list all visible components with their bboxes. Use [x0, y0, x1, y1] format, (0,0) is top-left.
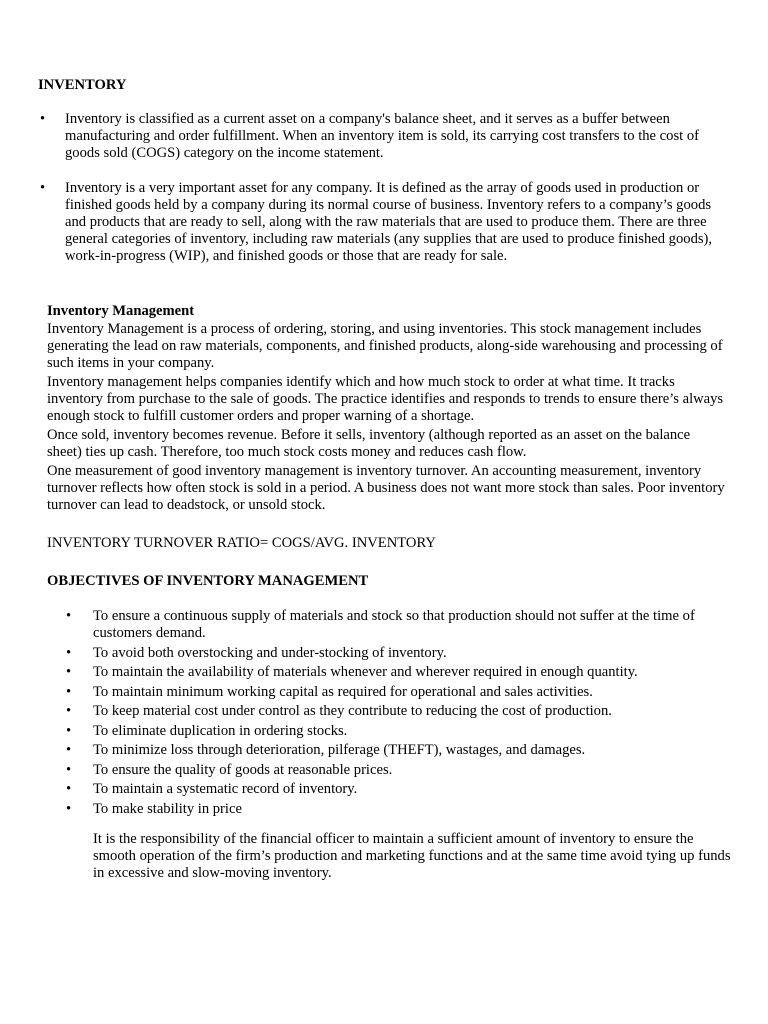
intro-bullet-text: Inventory is classified as a current asset on a company's balance sheet, and it serves as a buffer between manufacturing and order fulfillment. When an inventory item is sold, its carrying cost transfers to the cost of goods sold (COGS) category on the income statement.	[65, 111, 699, 161]
intro-bullet	[38, 180, 728, 265]
paragraph: One measurement of good inventory management is inventory turnover. An accounting measurement, inventory turnover reflects how often stock is sold in a period. A business does not want more stock than sales. Poor inventory turnover can lead to deadstock, or unsold stock.	[47, 463, 725, 513]
bullet-icon: •	[66, 781, 72, 797]
list-item-text: To ensure the quality of goods at reasonable prices.	[93, 761, 393, 778]
intro-bullet-text: Inventory is a very important asset for any company. It is defined as the array of goods used in production or finished goods held by a company during its normal course of business. Inventory refers to a company’s goods and products that are ready to sell, along with the raw materials that are used to produce them. There are three general categories of inventory, including raw materials (any supplies that are used to produce finished goods), work-in-progress (WIP), and finished goods or those that are ready for sale.	[65, 180, 713, 264]
document-title: INVENTORY	[38, 77, 127, 93]
list-item-text: To eliminate duplication in ordering stocks.	[93, 722, 348, 739]
list-item-text: To maintain the availability of materials whenever and wherever required in enough quantity.	[93, 664, 638, 680]
list-item	[66, 684, 726, 701]
bullet-icon: •	[66, 761, 72, 778]
list-item	[66, 781, 726, 798]
bullet-icon: •	[66, 722, 72, 739]
list-item-text: To maintain minimum working capital as required for operational and sales activities.	[93, 683, 593, 700]
bullet-icon: •	[66, 664, 72, 680]
bullet-icon: •	[66, 800, 72, 817]
list-item	[66, 723, 726, 740]
inventory-management-section	[47, 303, 727, 514]
list-item-text: To make stability in price	[93, 800, 242, 817]
list-item-text: To keep material cost under control as they contribute to reducing the cost of production.	[93, 703, 612, 719]
list-item	[66, 703, 726, 720]
list-item-text: To minimize loss through deterioration, pilferage (THEFT), wastages, and damages.	[93, 742, 586, 758]
bullet-icon: •	[40, 111, 46, 127]
list-item	[66, 801, 726, 818]
list-item	[66, 742, 726, 759]
bullet-icon: •	[66, 703, 72, 719]
paragraph: Inventory Management is a process of ordering, storing, and using inventories. This stock management includes generating the lead on raw materials, components, and finished products, along-side warehousing and processing of such items in your company.	[47, 321, 723, 371]
list-item	[66, 664, 726, 681]
list-item-text: To ensure a continuous supply of materials and stock so that production should not suffer at the time of customers demand.	[93, 608, 695, 641]
section-heading: Inventory Management	[47, 303, 195, 319]
list-item	[66, 762, 726, 779]
closing-paragraph: It is the responsibility of the financial officer to maintain a sufficient amount of inventory to ensure the smooth operation of the firm’s production and marketing functions and at the same time avoid tying up funds in excessive and slow-moving inventory.	[93, 831, 731, 881]
bullet-icon: •	[66, 644, 72, 661]
intro-bullet	[38, 111, 728, 162]
bullet-icon: •	[66, 608, 72, 624]
bullet-icon: •	[66, 683, 72, 700]
list-item-text: To avoid both overstocking and under-stocking of inventory.	[93, 644, 447, 661]
section-heading: OBJECTIVES OF INVENTORY MANAGEMENT	[47, 573, 369, 589]
paragraph: Once sold, inventory becomes revenue. Before it sells, inventory (although reported as an asset on the balance sheet) ties up cash. Therefore, too much stock costs money and reduces cash flow.	[47, 427, 691, 460]
objectives-section	[47, 573, 727, 590]
bullet-icon: •	[40, 180, 46, 196]
objectives-list	[66, 608, 726, 820]
bullet-icon: •	[66, 742, 72, 758]
paragraph: Inventory management helps companies identify which and how much stock to order at what time. It tracks inventory from purchase to the sale of goods. The practice identifies and responds to trends to ensure there’s always enough stock to fulfill customer orders and proper warning of a shortage.	[47, 374, 724, 424]
turnover-ratio-formula: INVENTORY TURNOVER RATIO= COGS/AVG. INVENTORY	[47, 535, 436, 551]
list-item	[66, 608, 726, 642]
list-item-text: To maintain a systematic record of inventory.	[93, 781, 358, 797]
list-item	[66, 645, 726, 662]
